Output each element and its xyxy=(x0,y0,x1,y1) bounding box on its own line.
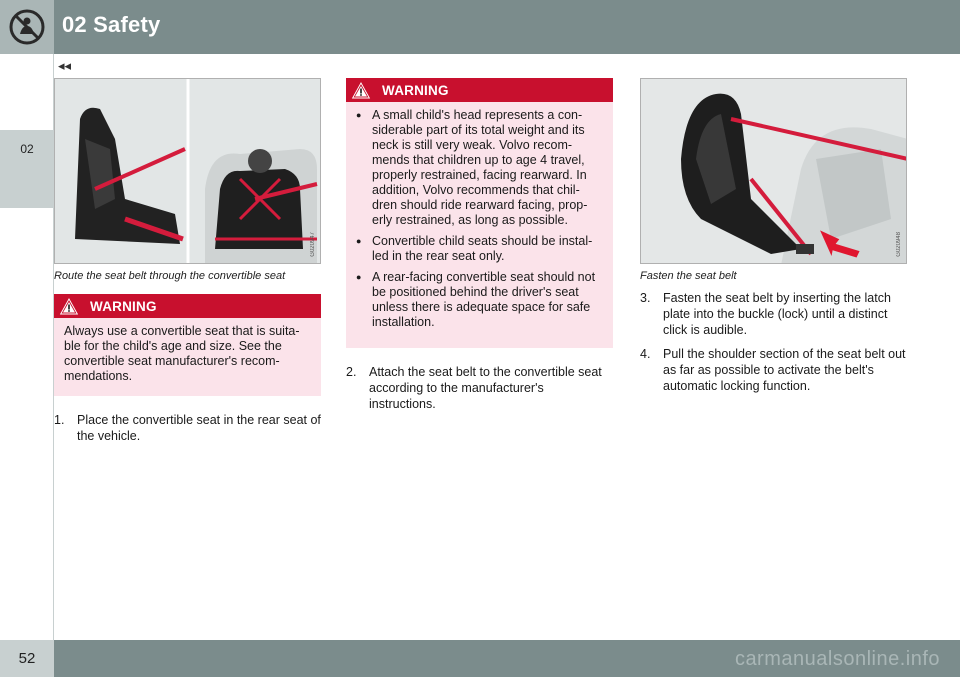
step-item xyxy=(640,346,907,394)
step-number: 1. xyxy=(54,413,65,427)
step-item xyxy=(346,364,613,412)
step-item xyxy=(54,412,321,444)
warning-bullet: ● Convertible child seats should be instal-led in the rear seat only. xyxy=(356,234,603,264)
step-number: 4. xyxy=(640,347,651,361)
warning-box xyxy=(54,294,321,396)
page-number: 52 xyxy=(0,640,54,677)
seat-belt-routing-illustration xyxy=(55,79,321,264)
warning-triangle-icon xyxy=(58,296,80,316)
warning-bullet: ● A rear-facing convertible seat should not be positioned behind the driver's seat unless there is adequate space for safe installation. xyxy=(356,270,603,330)
no-child-seat-icon xyxy=(9,9,45,45)
column-2 xyxy=(346,78,613,420)
warning-header xyxy=(54,294,321,318)
fasten-belt-figure xyxy=(640,78,907,264)
steps-list xyxy=(640,290,907,394)
warning-text: Always use a convertible seat that is suita-ble for the child's age and size. See the convertible seat manufacturer's recom-mendations. xyxy=(64,324,300,383)
convertible-seat-figure xyxy=(54,78,321,264)
step-number: 2. xyxy=(346,365,357,379)
warning-bullet: ● A small child's head represents a con-siderable part of its total weight and its neck is still very weak. Volvo recom-mends that children up to age 4 travel, properly restrained, facing rearward. In addition, Volvo recommends that chil-dren should ride rearward facing, prop-erly restrained, as long as possible. xyxy=(356,108,603,228)
figure-caption: Fasten the seat belt xyxy=(640,270,737,282)
steps-list xyxy=(54,412,321,444)
warning-triangle-icon xyxy=(350,80,372,100)
previous-page-link[interactable]: ◂◂ xyxy=(58,58,72,73)
header-icon-box xyxy=(0,0,54,54)
figure-caption: Route the seat belt through the convertible seat xyxy=(54,270,286,282)
warning-bullets xyxy=(356,108,603,330)
warning-header xyxy=(346,78,613,102)
step-text: Attach the seat belt to the convertible seat according to the manufacturer's instructions. xyxy=(369,365,602,411)
warning-title: WARNING xyxy=(90,298,157,314)
chapter-tab[interactable]: 02 xyxy=(0,130,54,208)
figure-code: G020947 xyxy=(310,232,316,257)
watermark: carmanualsonline.info xyxy=(734,648,940,670)
fasten-belt-illustration xyxy=(641,79,907,264)
step-item xyxy=(640,290,907,338)
warning-box xyxy=(346,78,613,348)
figure-code: G020948 xyxy=(896,232,902,257)
step-text: Place the convertible seat in the rear seat of the vehicle. xyxy=(77,413,321,443)
warning-title: WARNING xyxy=(382,82,449,98)
page-footer xyxy=(0,640,960,677)
page-title: 02 Safety xyxy=(62,12,161,37)
warning-body xyxy=(346,102,613,348)
column-1 xyxy=(54,78,321,452)
step-number: 3. xyxy=(640,291,651,305)
step-text: Fasten the seat belt by inserting the latch plate into the buckle (lock) until a distinct click is audible. xyxy=(663,291,891,337)
step-text: Pull the shoulder section of the seat belt out as far as possible to activate the belt's automatic locking function. xyxy=(663,347,906,393)
column-3 xyxy=(640,78,907,402)
page-header xyxy=(0,0,960,54)
steps-list xyxy=(346,364,613,412)
